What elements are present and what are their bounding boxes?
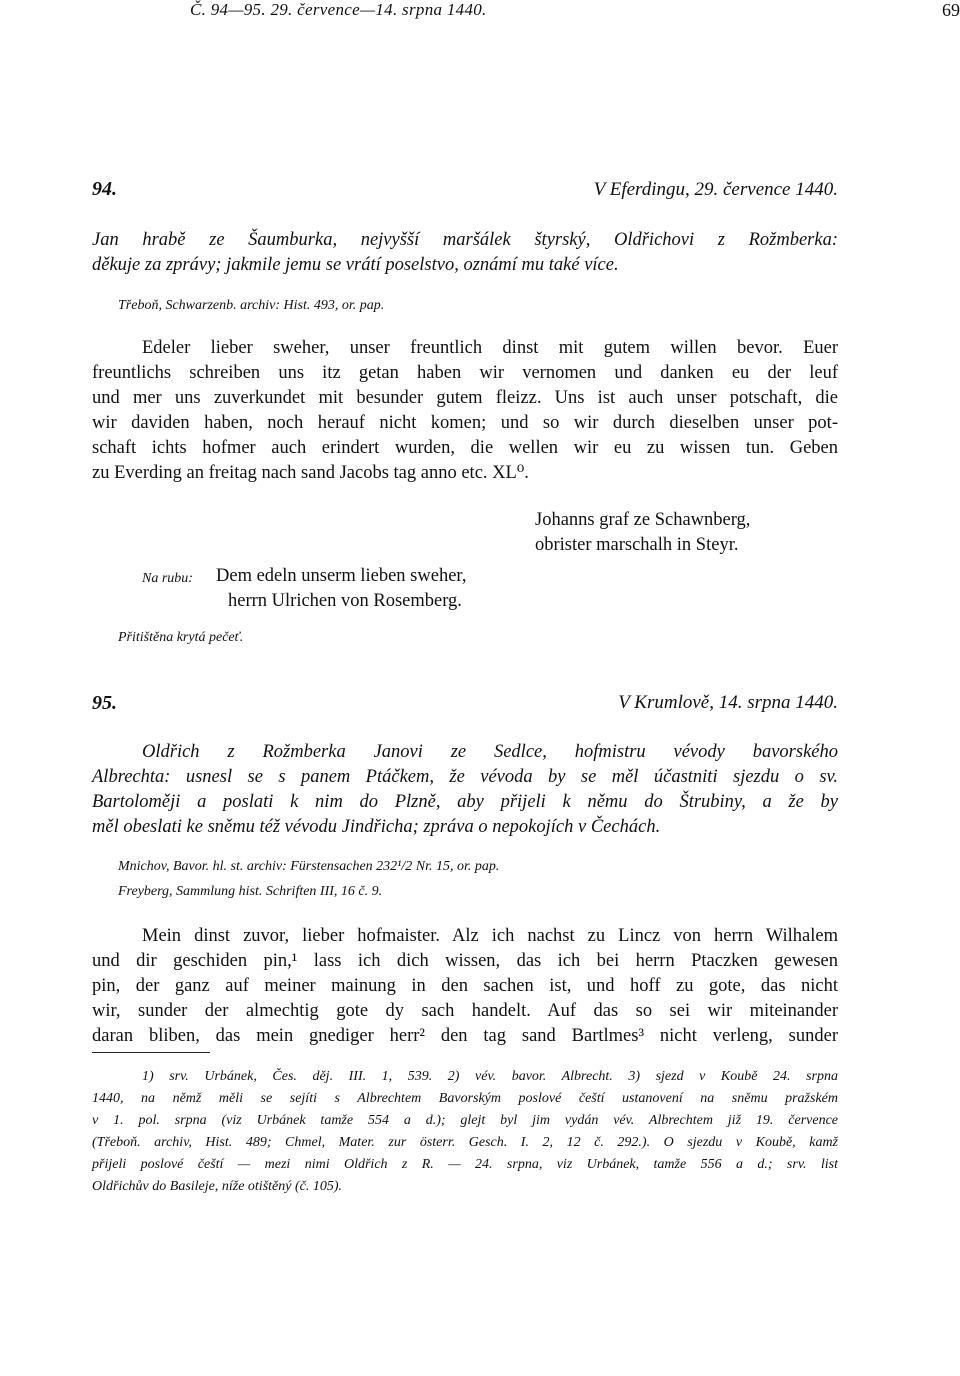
doc94-address-label: Na rubu: (142, 571, 193, 586)
footnote-line: Oldřichův do Basileje, níže otištěný (č. 105). (92, 1179, 342, 1194)
text-line: Edeler lieber sweher, unser freuntlich dinst mit gutem willen bevor. Euer (142, 338, 838, 358)
text-line: zu Everding an freitag nach sand Jacobs tag anno etc. XL⁰. (92, 463, 529, 483)
regest-line: Jan hrabě ze Šaumburka, nejvyšší maršálek štyrský, Oldřichovi z Rožmberka: (92, 230, 838, 250)
text-line: Mein dinst zuvor, lieber hofmaister. Alz ich nachst zu Lincz von herrn Wilhalem (142, 926, 838, 946)
regest-line: měl obeslati ke sněmu též vévodu Jindřicha; zpráva o nepokojích v Čechách. (92, 817, 661, 837)
regest-line: Albrechta: usnesl se s panem Ptáčkem, že vévoda by se měl účastniti sjezdu o sv. (92, 767, 838, 787)
text-line: und dir geschiden pin,¹ lass ich dich wissen, das ich bei herrn Ptaczken gewesen (92, 951, 838, 971)
text-line: und mer uns zuverkundet mit besunder gutem fleizz. Uns ist auch unser potschaft, die (92, 388, 838, 408)
address-line: Dem edeln unserm lieben sweher, (216, 566, 467, 586)
text-line: pin, der ganz auf meiner mainung in den sachen ist, und hoff zu gote, das nicht (92, 976, 838, 996)
doc94-seal-note: Přitištěna krytá pečeť. (118, 630, 244, 645)
address-line: herrn Ulrichen von Rosemberg. (228, 591, 462, 611)
regest-line: Oldřich z Rožmberka Janovi ze Sedlce, hofmistru vévody bavorského (142, 742, 838, 762)
footnote-line: v 1. pol. srpna (viz Urbánek tamže 554 a d.); glejt byl jim vydán vév. Albrechtem již 19. července (92, 1113, 838, 1128)
regest-line: děkuje za zprávy; jakmile jemu se vrátí poselstvo, oznámí mu také více. (92, 255, 619, 275)
doc94-source: Třeboň, Schwarzenb. archiv: Hist. 493, or. pap. (118, 298, 385, 313)
doc95-source: Mnichov, Bavor. hl. st. archiv: Fürstensachen 232¹/2 Nr. 15, or. pap. (118, 859, 500, 874)
doc95-text (92, 924, 838, 1049)
text-line: wir, sunder der almechtig gote dy sach handelt. Auf das so sei wir miteinander (92, 1001, 838, 1021)
footnote-line: 1) srv. Urbánek, Čes. děj. III. 1, 539. 2) vév. bavor. Albrecht. 3) sjezd v Koubě 24. srpna (142, 1069, 838, 1084)
page-number: 69 (942, 0, 960, 20)
running-head-title: Č. 94—95. 29. července—14. srpna 1440. (190, 0, 487, 19)
footnote-line: přijeli poslové čeští — mezi nimi Oldřich z R. — 24. srpna, viz Urbánek, tamže 556 a d.; srv. list (92, 1157, 838, 1172)
signature-line: obrister marschalh in Steyr. (535, 535, 739, 555)
doc95-place-date: V Krumlově, 14. srpna 1440. (618, 692, 838, 713)
doc94-text (92, 336, 838, 486)
text-line: daran bliben, das mein gnediger herr² den tag sand Bartlmes³ nicht verleng, sunder (92, 1026, 838, 1046)
doc94-regest (92, 228, 838, 278)
doc95-number: 95. (92, 692, 117, 714)
doc95-regest (92, 740, 838, 840)
doc94-address (216, 564, 466, 614)
text-line: wir daviden haben, noch herauf nicht komen; und so wir durch dieselben unser pot- (92, 413, 838, 433)
doc94-place-date: V Eferdingu, 29. července 1440. (593, 179, 838, 200)
doc95-source: Freyberg, Sammlung hist. Schriften III, 16 č. 9. (118, 884, 383, 899)
running-head (0, 0, 960, 26)
footnote-divider (92, 1052, 210, 1053)
regest-line: Bartoloměji a poslati k nim do Plzně, aby přijeli k němu do Štrubiny, a že by (92, 792, 838, 812)
footnotes (92, 1066, 838, 1198)
signature-line: Johanns graf ze Schawnberg, (535, 510, 751, 530)
text-line: schaft ichts hofmer auch erindert wurden, die wellen wir eu zu wissen tun. Geben (92, 438, 838, 458)
doc94-signature (535, 508, 750, 558)
doc94-number: 94. (92, 178, 117, 200)
footnote-line: 1440, na němž měli se sejíti s Albrechtem Bavorským poslové čeští ustanovení na sněmu pražském (92, 1091, 838, 1106)
footnote-line: (Třeboň. archiv, Hist. 489; Chmel, Mater. zur österr. Gesch. I. 2, 12 č. 292.). O sjezdu v Koubě, kamž (92, 1135, 838, 1150)
text-line: freuntlichs schreiben uns itz getan haben wir vernomen und danken eu der leuf (92, 363, 838, 383)
